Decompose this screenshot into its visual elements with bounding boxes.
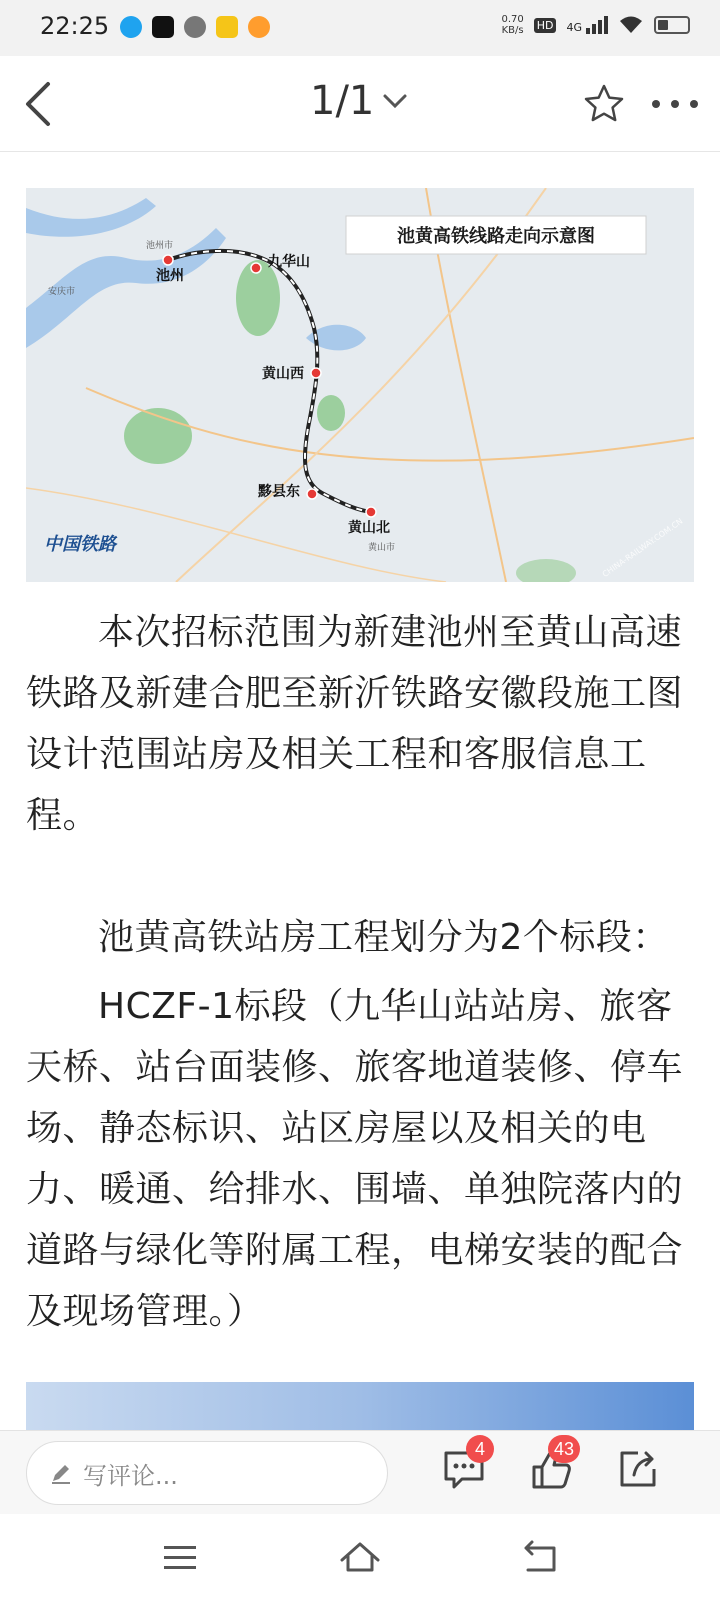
chevron-down-icon (382, 92, 408, 110)
comment-input[interactable] (26, 1441, 388, 1505)
china-railway-logo: 中国铁路 (44, 534, 116, 555)
share-button[interactable] (614, 1445, 670, 1501)
station-label-huangshanxi: 黄山西 (262, 366, 304, 382)
map-watermark: CHINA-RAILWAY.COM.CN (600, 516, 685, 579)
comment-bar (0, 1430, 720, 1514)
wechat-icon (184, 16, 206, 38)
article-paragraph: HCZF-1标段（九华山站站房、旅客天桥、站台面装修、旅客地道装修、停车场、静态标识、站区房屋以及相关的电力、暖通、给排水、围墙、单独院落内的道路与绿化等附属工程，电梯安装的配合及现场管理。） (26, 986, 684, 1332)
wifi-icon (618, 15, 644, 35)
menu-icon[interactable] (158, 1538, 202, 1578)
station-label-yixiandong: 黟县东 (258, 484, 300, 500)
page-indicator[interactable]: 1/1 (310, 78, 408, 124)
station-label-chizhou: 池州 (156, 268, 184, 284)
article-content (26, 188, 694, 1342)
qq-icon (120, 16, 142, 38)
back-icon[interactable] (518, 1538, 562, 1578)
status-bar (0, 0, 720, 56)
station-dot (251, 263, 261, 273)
share-icon (614, 1445, 662, 1493)
like-button[interactable] (528, 1439, 584, 1501)
battery-icon (654, 16, 690, 34)
like-count-badge: 43 (548, 1435, 580, 1463)
tiktok-icon (152, 16, 174, 38)
station-dot (366, 507, 376, 517)
map-title: 池黄高铁线路走向示意图 (397, 226, 595, 247)
station-label-huangshanbei: 黄山北 (348, 520, 390, 536)
next-image-preview (26, 1382, 694, 1430)
star-icon[interactable] (582, 82, 626, 126)
app-58-icon (248, 16, 270, 38)
station-dot (163, 255, 173, 265)
city-label: 安庆市 (48, 287, 76, 297)
top-nav-bar (0, 56, 720, 152)
article-paragraph: 池黄高铁站房工程划分为2个标段： (98, 917, 669, 958)
home-icon[interactable] (338, 1538, 382, 1578)
comment-placeholder: 写评论... (83, 1461, 178, 1490)
pencil-icon (49, 1461, 73, 1485)
station-dot (311, 368, 321, 378)
station-dot (307, 489, 317, 499)
station-label-jiuhuashan: 九华山 (268, 254, 310, 270)
car-app-icon (216, 16, 238, 38)
comment-count-badge: 4 (466, 1435, 494, 1463)
city-label: 黄山市 (368, 543, 396, 553)
comments-button[interactable] (440, 1439, 496, 1501)
railway-map-image (26, 188, 694, 582)
hd-badge: HD (534, 18, 557, 33)
system-nav-bar (0, 1514, 720, 1600)
status-time: 22:25 (40, 12, 110, 40)
more-icon[interactable] (650, 92, 700, 116)
map-graphic (26, 188, 694, 582)
notification-icons (120, 16, 270, 38)
city-label: 池州市 (146, 241, 174, 251)
signal-icon: 4G (566, 16, 608, 34)
article-paragraph: 本次招标范围为新建池州至黄山高速铁路及新建合肥至新沂铁路安徽段施工图设计范围站房及相关工程和客服信息工程。 (26, 612, 684, 836)
back-arrow-icon[interactable] (18, 76, 70, 132)
net-speed: 0.70 KB/s (501, 14, 524, 36)
